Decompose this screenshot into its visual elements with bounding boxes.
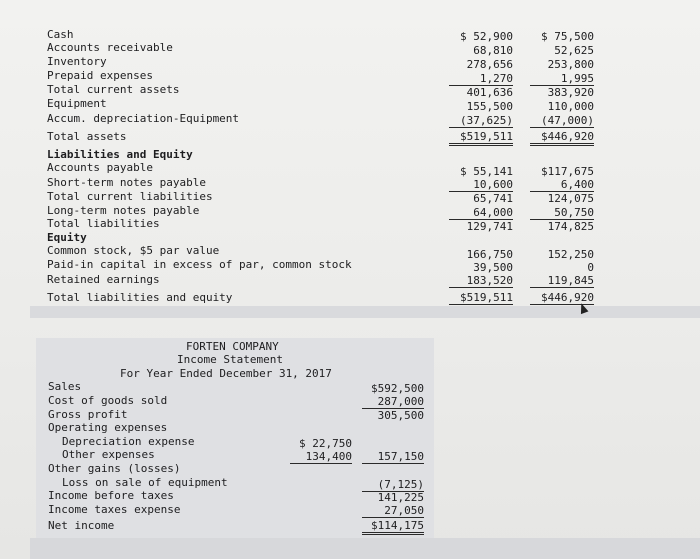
balance-sheet-bottom-band: [30, 306, 700, 318]
income-statement-bottom-band: [30, 538, 700, 559]
bs-2016-cash: $ 75,500: [541, 30, 594, 43]
is-label-net-income: Net income: [48, 519, 115, 532]
is-amount-income-taxes: 27,050: [362, 504, 424, 518]
bs-2016-retained-earnings: 119,845: [530, 274, 594, 288]
bs-label-long-term-notes: Long-term notes payable: [47, 204, 200, 217]
is-inner-other-expenses: 134,400: [290, 450, 352, 464]
bs-2017-total-liabilities: 129,741: [466, 220, 513, 233]
bs-2017-total-current-assets: 401,636: [466, 86, 513, 99]
bs-heading-equity: Equity: [47, 231, 87, 244]
bs-label-common-stock: Common stock, $5 par value: [47, 244, 220, 257]
bs-2017-long-term-notes: 64,000: [449, 206, 513, 220]
bs-label-total-current-assets: Total current assets: [47, 83, 180, 96]
bs-2017-accounts-payable: $ 55,141: [460, 165, 513, 178]
is-label-sales: Sales: [48, 380, 82, 393]
bs-2016-inventory: 253,800: [547, 58, 594, 71]
is-label-depreciation: Depreciation expense: [62, 435, 195, 448]
is-label-cogs: Cost of goods sold: [48, 394, 168, 407]
is-period: For Year Ended December 31, 2017: [120, 367, 332, 380]
is-inner-depreciation: $ 22,750: [299, 437, 352, 450]
bs-2016-total-current-assets: 383,920: [547, 86, 594, 99]
bs-label-prepaid-expenses: Prepaid expenses: [47, 69, 153, 82]
bs-2017-total-assets: $519,511: [449, 130, 513, 146]
is-amount-net-income: $114,175: [362, 519, 424, 535]
bs-label-total-liabilities: Total liabilities: [47, 217, 160, 230]
bs-2017-accum-depreciation: (37,625): [449, 114, 513, 128]
is-amount-sales: $592,500: [371, 382, 424, 395]
is-label-loss-on-sale: Loss on sale of equipment: [62, 476, 228, 489]
bs-label-equipment: Equipment: [47, 97, 107, 110]
bs-label-total-liabilities-equity: Total liabilities and equity: [47, 291, 233, 304]
is-amount-gross-profit: 305,500: [377, 409, 424, 422]
bs-label-retained-earnings: Retained earnings: [47, 273, 160, 286]
is-label-income-taxes: Income taxes expense: [48, 503, 181, 516]
bs-label-accounts-payable: Accounts payable: [47, 161, 153, 174]
is-label-other-gains: Other gains (losses): [48, 462, 181, 475]
is-amount-cogs: 287,000: [362, 395, 424, 409]
bs-2016-total-liabilities-equity: $446,920: [530, 291, 594, 307]
bs-2017-cash: $ 52,900: [460, 30, 513, 43]
bs-2016-equipment: 110,000: [547, 100, 594, 113]
bs-label-paid-in-capital: Paid-in capital in excess of par, common stock: [47, 258, 352, 271]
bs-2016-prepaid: 1,995: [530, 72, 594, 86]
bs-2016-total-assets: $446,920: [530, 130, 594, 146]
is-amount-income-before-taxes: 141,225: [377, 491, 424, 504]
bs-label-total-current-liabilities: Total current liabilities: [47, 190, 213, 203]
bs-2017-paid-in-capital: 39,500: [473, 261, 513, 274]
bs-2017-total-liabilities-equity: $519,511: [449, 291, 513, 307]
is-amount-loss-on-sale: (7,125): [362, 478, 424, 492]
is-label-gross-profit: Gross profit: [48, 408, 128, 421]
bs-2016-accounts-payable: $117,675: [541, 165, 594, 178]
bs-label-accounts-receivable: Accounts receivable: [47, 41, 173, 54]
bs-2016-paid-in-capital: 0: [587, 261, 594, 274]
is-title: Income Statement: [177, 353, 283, 366]
is-label-other-expenses: Other expenses: [62, 448, 155, 461]
bs-2016-long-term-notes: 50,750: [530, 206, 594, 220]
is-label-income-before-taxes: Income before taxes: [48, 489, 174, 502]
bs-2016-accounts-receivable: 52,625: [554, 44, 594, 57]
bs-label-inventory: Inventory: [47, 55, 107, 68]
bs-2017-total-current-liabilities: 65,741: [473, 192, 513, 205]
bs-2016-short-term-notes: 6,400: [530, 178, 594, 192]
bs-2016-total-current-liabilities: 124,075: [547, 192, 594, 205]
is-amount-total-operating: 157,150: [362, 450, 424, 464]
bs-2016-total-liabilities: 174,825: [547, 220, 594, 233]
bs-2017-accounts-receivable: 68,810: [473, 44, 513, 57]
bs-heading-liabilities-equity: Liabilities and Equity: [47, 148, 193, 161]
bs-2017-common-stock: 166,750: [466, 248, 513, 261]
bs-2017-inventory: 278,656: [466, 58, 513, 71]
bs-label-short-term-notes: Short-term notes payable: [47, 176, 206, 189]
bs-2016-common-stock: 152,250: [547, 248, 594, 261]
bs-2017-equipment: 155,500: [466, 100, 513, 113]
bs-2017-short-term-notes: 10,600: [449, 178, 513, 192]
bs-2016-accum-depreciation: (47,000): [530, 114, 594, 128]
is-company-name: FORTEN COMPANY: [186, 340, 279, 353]
bs-2017-retained-earnings: 183,520: [449, 274, 513, 288]
bs-2017-prepaid: 1,270: [449, 72, 513, 86]
bs-label-total-assets: Total assets: [47, 130, 127, 143]
bs-label-cash: Cash: [47, 28, 74, 41]
bs-label-accum-depreciation: Accum. depreciation-Equipment: [47, 112, 240, 125]
is-label-operating-expenses: Operating expenses: [48, 421, 168, 434]
